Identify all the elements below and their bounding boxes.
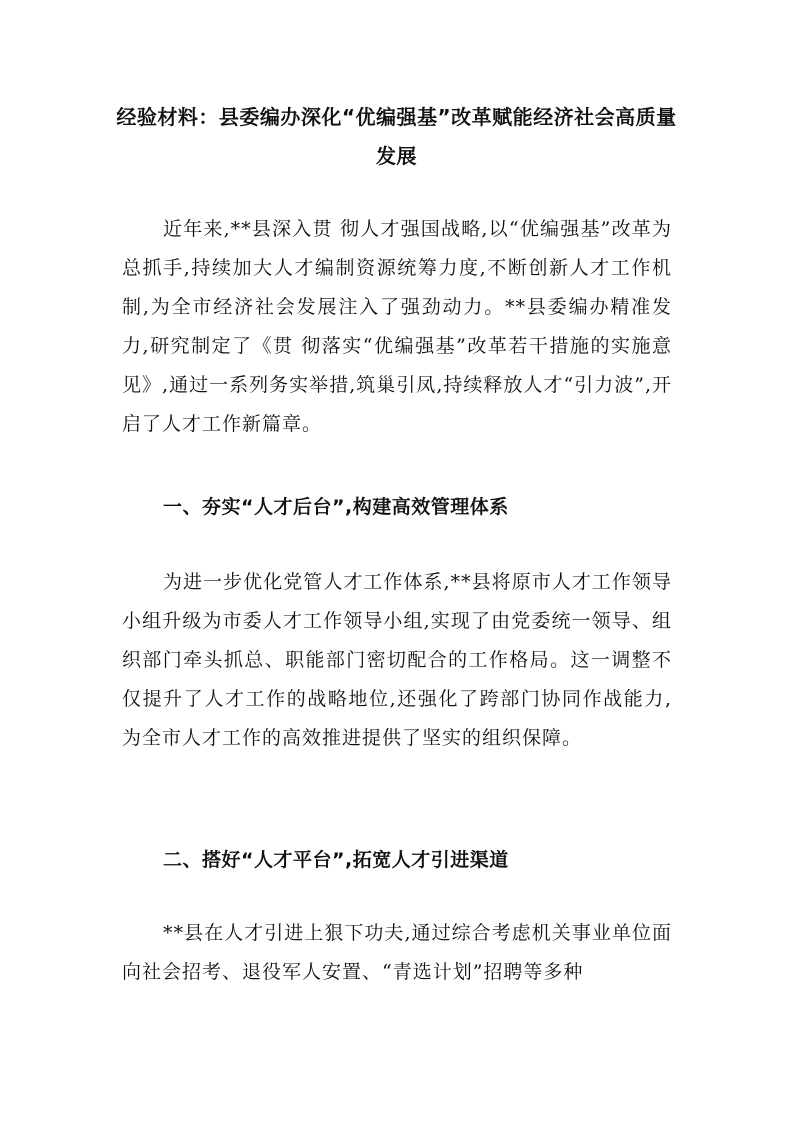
section-2-paragraph: **县在人才引进上狠下功夫,通过综合考虑机关事业单位面向社会招考、退役军人安置、“青选计划”招聘等多种 bbox=[122, 922, 672, 983]
section-1-paragraph: 为进一步优化党管人才工作体系,**县将原市人才工作领导小组升级为市委人才工作领导小组,实现了由党委统一领导、组织部门牵头抓总、职能部门密切配合的工作格局。这一调整不仅提升了人才工作的战略地位,还强化了跨部门协同作战能力,为全市人才工作的高效推进提供了坚实的组织保障。 bbox=[122, 571, 672, 749]
intro-paragraph: 近年来,**县深入贯 彻人才强国战略,以“优编强基”改革为总抓手,持续加大人才编制资源统筹力度,不断创新人才工作机制,为全市经济社会发展注入了强劲动力。**县委编办精准发力,研究制定了《贯 彻落实“优编强基”改革若干措施的实施意见》,通过一系列务实举措,筑巢引凤,持续释放人才“引力波”,开启了人才工作新篇章。 bbox=[122, 218, 672, 435]
section-heading-2: 二、搭好“人才平台”,拓宽人才引进渠道 bbox=[163, 849, 509, 871]
document-title: 经验材料：县委编办深化“优编强基”改革赋能经济社会高质量发展 bbox=[116, 105, 677, 168]
section-heading-1: 一、夯实“人才后台”,构建高效管理体系 bbox=[163, 496, 509, 518]
